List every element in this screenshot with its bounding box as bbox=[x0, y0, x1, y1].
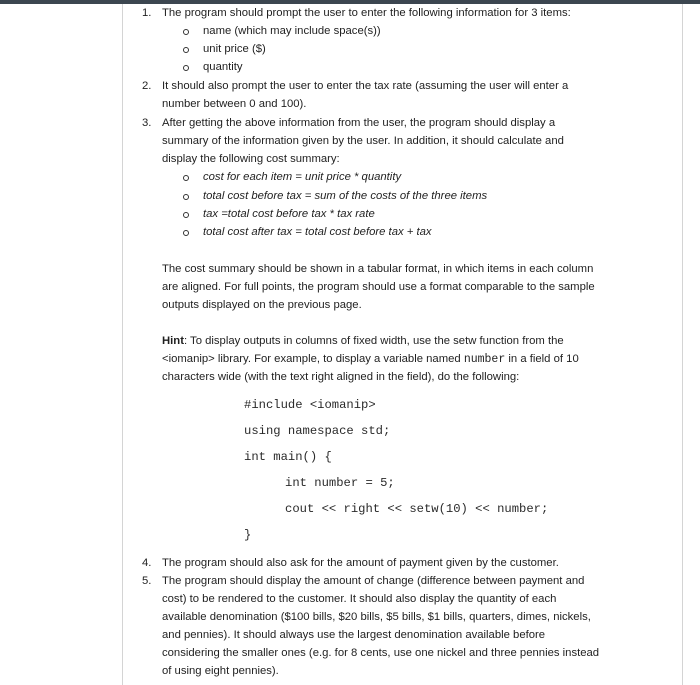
hollow-bullet-icon bbox=[183, 212, 189, 218]
bullet-text: quantity bbox=[203, 61, 243, 73]
formula-text: total cost before tax = sum of the costs of the three items bbox=[203, 190, 488, 202]
item-3-line: summary of the information given by the user. In addition, it should calculate and bbox=[162, 135, 564, 147]
item-2-line: number between 0 and 100). bbox=[162, 98, 307, 110]
hint-line: Hint: To display outputs in columns of fixed width, use the setw function from the bbox=[162, 335, 564, 347]
item-3-line: display the following cost summary: bbox=[162, 153, 340, 165]
list-number-5: 5. bbox=[142, 575, 152, 587]
hollow-bullet-icon bbox=[183, 194, 189, 200]
item-5-line: cost) to be rendered to the customer. It should also display the quantity of each bbox=[162, 593, 557, 605]
summary-line: are aligned. For full points, the program should use a format comparable to the sample bbox=[162, 281, 595, 293]
hollow-bullet-icon bbox=[183, 230, 189, 236]
item-1-text: The program should prompt the user to enter the following information for 3 items: bbox=[162, 7, 571, 19]
hollow-bullet-icon bbox=[183, 47, 189, 53]
summary-line: The cost summary should be shown in a tabular format, in which items in each column bbox=[162, 263, 594, 275]
hollow-bullet-icon bbox=[183, 29, 189, 35]
formula-text: cost for each item = unit price * quantity bbox=[203, 171, 402, 183]
summary-line: outputs displayed on the previous page. bbox=[162, 299, 362, 311]
bullet-text: unit price ($) bbox=[203, 43, 266, 55]
code-line: #include <iomanip> bbox=[244, 398, 376, 412]
list-number-4: 4. bbox=[142, 557, 152, 569]
code-line: int number = 5; bbox=[285, 476, 395, 490]
list-number-1: 1. bbox=[142, 7, 152, 19]
item-5-line: The program should display the amount of change (difference between payment and bbox=[162, 575, 585, 587]
code-line: using namespace std; bbox=[244, 424, 391, 438]
list-number-3: 3. bbox=[142, 117, 152, 129]
formula-text: tax =total cost before tax * tax rate bbox=[203, 208, 375, 220]
item-2-line: It should also prompt the user to enter the tax rate (assuming the user will enter a bbox=[162, 80, 569, 92]
code-line: } bbox=[244, 528, 252, 542]
item-3-line: After getting the above information from the user, the program should display a bbox=[162, 117, 556, 129]
hollow-bullet-icon bbox=[183, 175, 189, 181]
hint-label: Hint bbox=[162, 335, 184, 347]
list-number-2: 2. bbox=[142, 80, 152, 92]
item-5-line: available denomination ($100 bills, $20 bills, $5 bills, $1 bills, quarters, dimes, nickels, bbox=[162, 611, 591, 623]
code-line: cout << right << setw(10) << number; bbox=[285, 502, 549, 516]
hint-line: <iomanip> library. For example, to display a variable named number in a field of 10 bbox=[162, 353, 579, 366]
hint-line: characters wide (with the text right aligned in the field), do the following: bbox=[162, 371, 520, 383]
item-5-line: and pennies). It should always use the largest denomination available before bbox=[162, 629, 546, 641]
formula-text: total cost after tax = total cost before tax + tax bbox=[203, 226, 432, 238]
hollow-bullet-icon bbox=[183, 65, 189, 71]
item-4-text: The program should also ask for the amount of payment given by the customer. bbox=[162, 557, 559, 569]
inline-code: number bbox=[463, 353, 506, 366]
code-line: int main() { bbox=[244, 450, 332, 464]
item-5-line: considering the smaller ones (e.g. for 8 cents, use one nickel and three pennies instead bbox=[162, 647, 600, 659]
item-5-line: of using eight pennies). bbox=[162, 665, 279, 677]
bullet-text: name (which may include space(s)) bbox=[203, 25, 381, 37]
